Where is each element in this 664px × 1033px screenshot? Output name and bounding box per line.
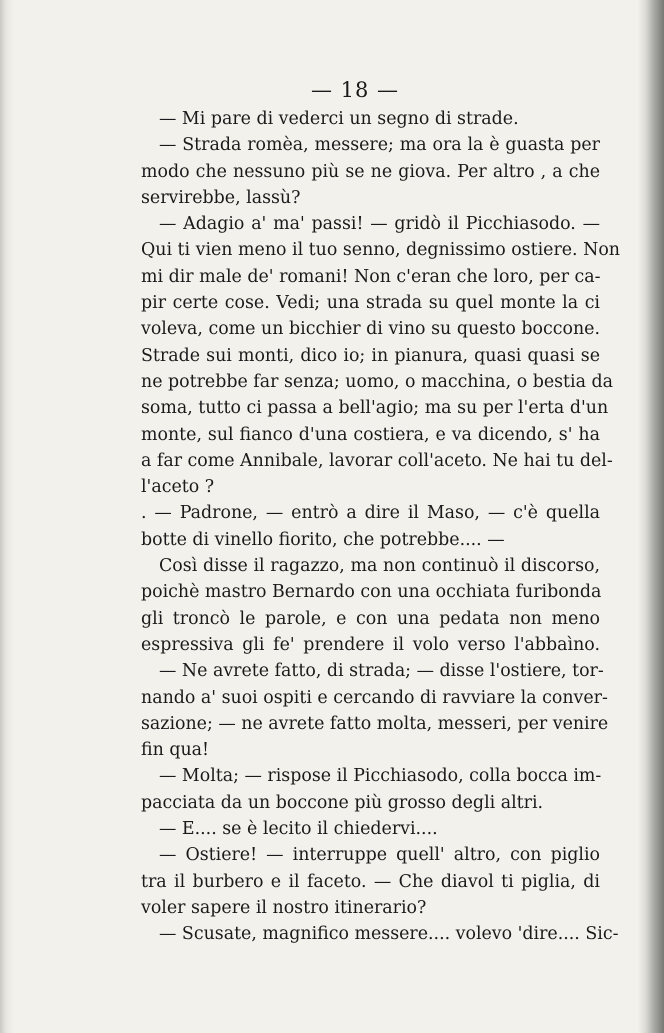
text-line: modo che nessuno più se ne giova. Per altro , a che [141, 161, 600, 182]
text-line: — Mi pare di vederci un segno di strade. [159, 109, 519, 129]
page-right-binding-shadow [638, 0, 664, 1033]
text-line: — Scusate, magnifico messere.... volevo 'dire.... Sic- [159, 924, 619, 945]
text-line: fin qua! [141, 740, 210, 761]
text-line: . — Padrone, — entrò a dire il Maso, — c'è quella [141, 503, 600, 524]
text-line: — Ne avrete fatto, di strada; — disse l'ostiere, tor- [159, 661, 604, 682]
text-line: soma, tutto ci passa a bell'agio; ma su per l'erta d'un [141, 398, 609, 419]
text-line: Così disse il ragazzo, ma non continuò il discorso, [159, 556, 600, 577]
text-line: poichè mastro Bernardo con una occhiata furibonda [141, 582, 602, 603]
text-line: — E.... se è lecito il chiedervi.... [159, 819, 438, 840]
text-line: mi dir male de' romani! Non c'eran che loro, per ca- [141, 266, 601, 287]
text-line: — Molta; — rispose il Picchiasodo, colla bocca im- [159, 766, 602, 787]
text-line: servirebbe, lassù? [141, 187, 301, 208]
text-line: botte di vinello fiorito, che potrebbe.... — [141, 529, 505, 550]
text-line: a far come Annibale, lavorar coll'aceto. Ne hai tu del- [141, 450, 613, 471]
text-line: — Ostiere! — interruppe quell' altro, con piglio [159, 845, 600, 866]
page-number: — 18 — [310, 78, 400, 102]
text-line: — Adagio a' ma' passi! — gridò il Picchiasodo. — [159, 214, 600, 235]
text-line: ne potrebbe far senza; uomo, o macchina, o bestia da [141, 371, 613, 392]
text-line: voler sapere il nostro itinerario? [141, 897, 427, 918]
text-line: nando a' suoi ospiti e cercando di ravviare la conver- [141, 687, 608, 708]
text-line: gli troncò le parole, e con una pedata non meno [141, 608, 600, 629]
body-text [141, 106, 620, 948]
text-line: pir certe cose. Vedi; una strada su quel monte la ci [141, 293, 600, 314]
page-left-shadow [0, 0, 14, 1033]
text-line: voleva, come un bicchier di vino su questo boccone. [141, 319, 600, 340]
text-line: pacciata da un boccone più grosso degli altri. [141, 792, 544, 813]
text-line: l'aceto ? [141, 477, 215, 498]
text-line: sazione; — ne avrete fatto molta, messeri, per venire [141, 713, 609, 734]
text-line: tra il burbero e il faceto. — Che diavol ti piglia, di [141, 871, 600, 892]
text-line: espressiva gli fe' prendere il volo verso l'abbaìno. [141, 634, 600, 655]
text-line: — Strada romèa, messere; ma ora la è guasta per [159, 135, 600, 156]
text-line: Strade sui monti, dico io; in pianura, quasi quasi se [141, 345, 600, 366]
text-line: monte, sul fianco d'una costiera, e va dicendo, s' ha [141, 424, 600, 445]
text-line: Qui ti vien meno il tuo senno, degnissimo ostiere. Non [141, 240, 620, 261]
